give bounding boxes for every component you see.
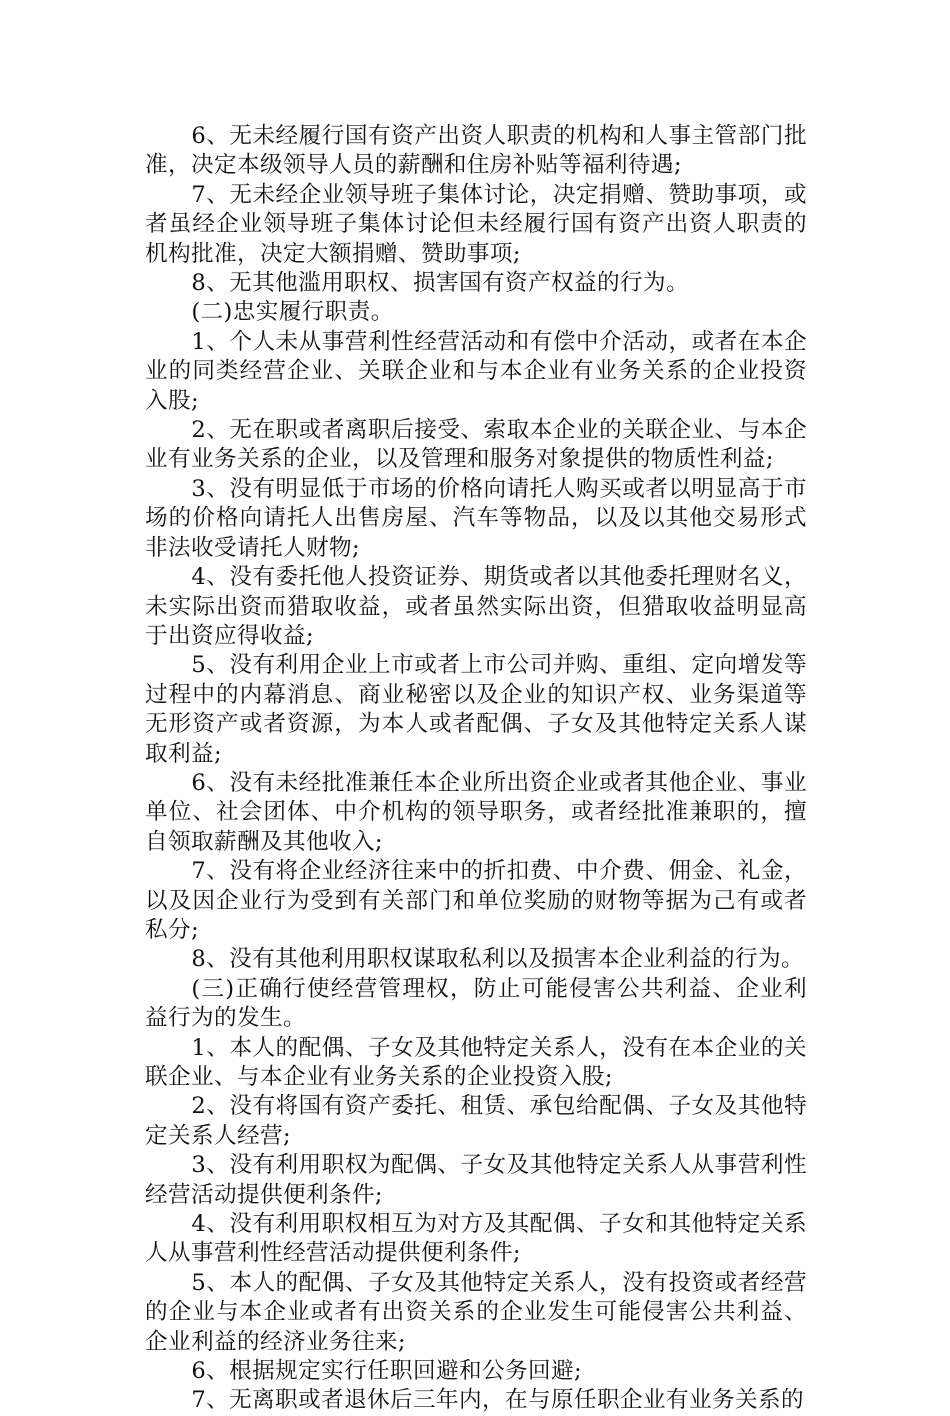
paragraph: 8、没有其他利用职权谋取私利以及损害本企业利益的行为。 bbox=[191, 946, 804, 973]
paragraph: 1、本人的配偶、子女及其他特定关系人，没有在本企业的关联企业、与本企业有业务关系的企业投资入股; bbox=[145, 1034, 807, 1090]
paragraph: 2、无在职或者离职后接受、索取本企业的关联企业、与本企业有业务关系的企业，以及管理和服务对象提供的物质性利益; bbox=[145, 417, 807, 473]
paragraph: 5、本人的配偶、子女及其他特定关系人，没有投资或者经营的企业与本企业或者有出资关系的企业发生可能侵害公共利益、企业利益的经济业务往来; bbox=[145, 1269, 807, 1355]
paragraph: 1、个人未从事营利性经营活动和有偿中介活动，或者在本企业的同类经营企业、关联企业和与本企业有业务关系的企业投资入股; bbox=[145, 328, 807, 414]
paragraph: 6、无未经履行国有资产出资人职责的机构和人事主管部门批准，决定本级领导人员的薪酬和住房补贴等福利待遇; bbox=[145, 123, 807, 179]
paragraph: 2、没有将国有资产委托、租赁、承包给配偶、子女及其他特定关系人经营; bbox=[145, 1093, 807, 1149]
section-heading: (三)正确行使经营管理权，防止可能侵害公共利益、企业利益行为的发生。 bbox=[145, 975, 807, 1032]
paragraph: 7、无未经企业领导班子集体讨论，决定捐赠、赞助事项，或者虽经企业领导班子集体讨论但未经履行国有资产出资人职责的机构批准，决定大额捐赠、赞助事项; bbox=[145, 181, 807, 267]
paragraph: 3、没有明显低于市场的价格向请托人购买或者以明显高于市场的价格向请托人出售房屋、汽车等物品，以及以其他交易形式非法收受请托人财物; bbox=[145, 475, 807, 561]
paragraph: 7、没有将企业经济往来中的折扣费、中介费、佣金、礼金，以及因企业行为受到有关部门和单位奖励的财物等据为己有或者私分; bbox=[145, 858, 807, 943]
section-heading: (二)忠实履行职责。 bbox=[191, 299, 394, 326]
document-body bbox=[145, 122, 807, 1416]
paragraph: 8、无其他滥用职权、损害国有资产权益的行为。 bbox=[191, 270, 689, 297]
paragraph: 3、没有利用职权为配偶、子女及其他特定关系人从事营利性经营活动提供便利条件; bbox=[145, 1152, 807, 1208]
paragraph: 6、没有未经批准兼任本企业所出资企业或者其他企业、事业单位、社会团体、中介机构的领导职务，或者经批准兼职的，擅自领取薪酬及其他收入; bbox=[145, 769, 807, 855]
paragraph: 6、根据规定实行任职回避和公务回避; bbox=[191, 1358, 583, 1385]
paragraph: 4、没有利用职权相互为对方及其配偶、子女和其他特定关系人从事营利性经营活动提供便利条件; bbox=[145, 1211, 807, 1267]
paragraph: 7、无离职或者退休后三年内，在与原任职企业有业务关系的 bbox=[191, 1387, 804, 1414]
paragraph: 5、没有利用企业上市或者上市公司并购、重组、定向增发等过程中的内幕消息、商业秘密以及企业的知识产权、业务渠道等无形资产或者资源，为本人或者配偶、子女及其他特定关系人谋取利益; bbox=[145, 652, 807, 767]
paragraph: 4、没有委托他人投资证券、期货或者以其他委托理财名义，未实际出资而猎取收益，或者虽然实际出资，但猎取收益明显高于出资应得收益; bbox=[145, 564, 807, 649]
